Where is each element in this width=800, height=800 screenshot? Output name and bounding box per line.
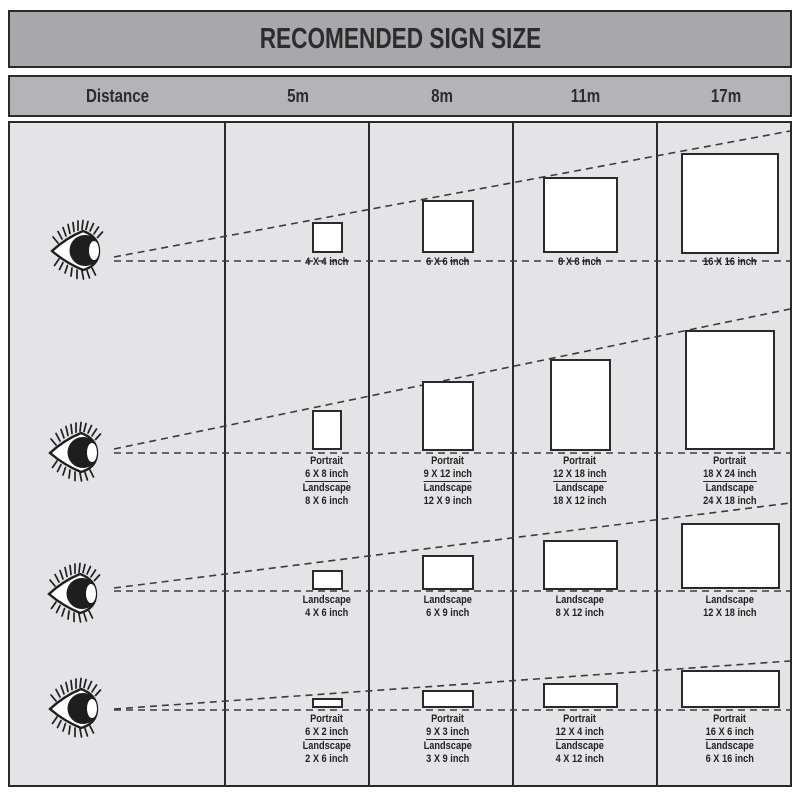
sign-square-5m [312, 222, 343, 253]
sign-label-line: Landscape [705, 739, 755, 752]
sign-banner-8m [422, 690, 474, 708]
sign-square-11m [543, 177, 618, 253]
sign-size-label-square-17m [650, 256, 800, 269]
sign-label-line: 6 X 9 inch [426, 606, 470, 619]
sign-size-label-portrait-17m [650, 455, 800, 507]
sign-label-line: 6 X 8 inch [247, 468, 407, 482]
sign-label-line: Portrait [431, 455, 465, 467]
sign-portrait-17m [685, 330, 775, 450]
page-title: RECOMENDED SIGN SIZE [259, 22, 541, 55]
sign-label-line: 8 X 8 inch [558, 256, 602, 268]
sign-label-line: 6 X 6 inch [426, 256, 470, 268]
sign-label-line: 9 X 3 inch [368, 726, 528, 740]
sign-label-line: Portrait [563, 713, 597, 725]
sign-landscape-5m [312, 570, 343, 590]
sign-label-line: Landscape [555, 739, 605, 752]
sign-size-label-square-11m [500, 256, 660, 269]
sign-label-line: 4 X 12 inch [555, 752, 605, 765]
sign-label-line: Landscape [302, 481, 352, 494]
sign-size-label-landscape-17m [650, 594, 800, 619]
eye-icon [49, 564, 100, 623]
sign-label-line: 18 X 24 inch [650, 468, 800, 482]
sign-label-line: Portrait [713, 455, 747, 467]
header-17m-label: 17m [710, 85, 742, 106]
sign-portrait-8m [422, 381, 474, 451]
sign-label-line: Landscape [302, 739, 352, 752]
sign-size-label-banner-17m [650, 713, 800, 765]
sign-label-line: Portrait [563, 455, 597, 467]
sign-label-line: Landscape [555, 481, 605, 494]
sign-label-line: 3 X 9 inch [426, 752, 470, 765]
sign-label-line: 18 X 12 inch [553, 494, 607, 507]
sign-label-line: Portrait [310, 455, 344, 467]
sign-label-line: 4 X 6 inch [305, 606, 349, 619]
sign-size-label-portrait-11m [500, 455, 660, 507]
header-5m-label: 5m [287, 85, 309, 106]
sign-label-line: 16 X 16 inch [703, 256, 757, 268]
eye-icon [52, 221, 103, 280]
sign-label-line: Landscape [705, 594, 755, 606]
sign-portrait-5m [312, 410, 342, 450]
header-11m-label: 11m [571, 85, 601, 106]
sign-label-line: 12 X 4 inch [500, 726, 660, 740]
sign-label-line: 8 X 12 inch [555, 606, 605, 619]
sign-label-line: Portrait [310, 713, 344, 725]
sign-label-line: Landscape [423, 739, 473, 752]
sign-label-line: Portrait [713, 713, 747, 725]
sign-label-line: Landscape [555, 594, 605, 606]
header-8m-label: 8m [431, 85, 453, 106]
sign-label-line: 8 X 6 inch [305, 494, 349, 507]
eye-icon [50, 423, 101, 482]
sign-banner-17m [681, 670, 780, 708]
header-distance-label: Distance [86, 85, 150, 106]
sign-label-line: 12 X 18 inch [703, 606, 757, 619]
sign-landscape-8m [422, 555, 474, 590]
sign-label-line: 16 X 6 inch [650, 726, 800, 740]
sign-landscape-11m [543, 540, 618, 590]
sign-banner-5m [312, 698, 343, 708]
sign-label-line: 6 X 16 inch [705, 752, 755, 765]
sign-label-line: 6 X 2 inch [247, 726, 407, 740]
sign-landscape-17m [681, 523, 780, 589]
sign-label-line: 4 X 4 inch [305, 256, 349, 268]
sign-label-line: 9 X 12 inch [368, 468, 528, 482]
sign-label-line: Landscape [302, 594, 352, 606]
sign-portrait-11m [550, 359, 611, 451]
sign-label-line: Landscape [423, 481, 473, 494]
sign-label-line: 2 X 6 inch [305, 752, 349, 765]
sign-label-line: 24 X 18 inch [703, 494, 757, 507]
sign-label-line: Landscape [423, 594, 473, 606]
sign-square-17m [681, 153, 779, 254]
sign-size-label-banner-11m [500, 713, 660, 765]
sign-label-line: 12 X 9 inch [423, 494, 473, 507]
sign-square-8m [422, 200, 474, 253]
sign-label-line: Portrait [431, 713, 465, 725]
sign-banner-11m [543, 683, 618, 708]
sign-label-line: 12 X 18 inch [500, 468, 660, 482]
sign-label-line: Landscape [705, 481, 755, 494]
eye-icon [50, 679, 101, 738]
sign-size-label-landscape-11m [500, 594, 660, 619]
